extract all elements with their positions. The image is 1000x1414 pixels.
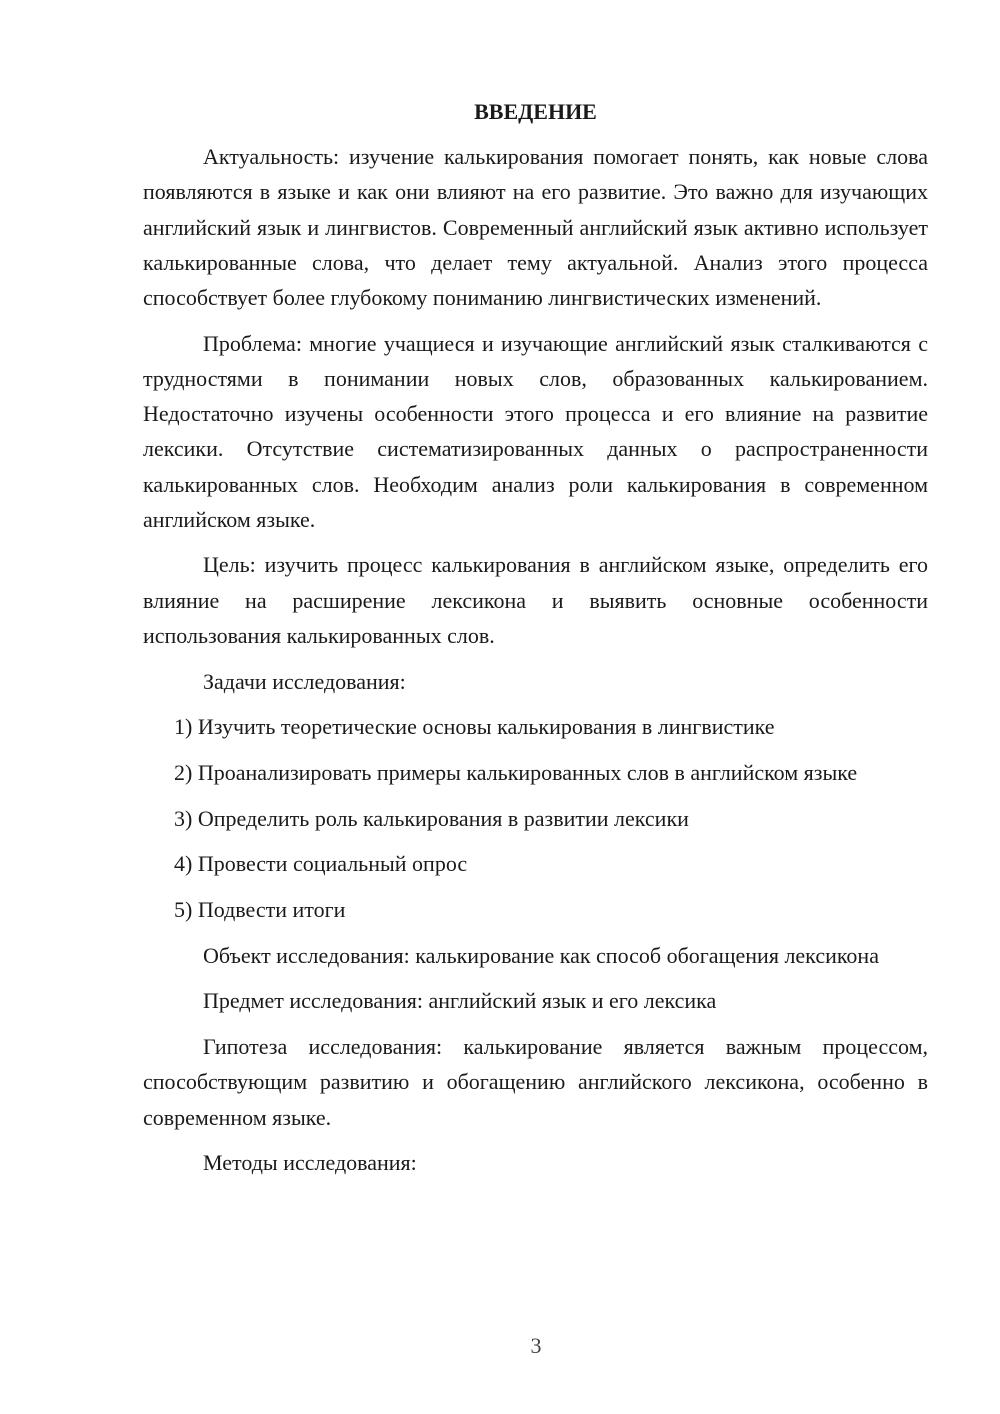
page-number: 3	[530, 1333, 542, 1358]
hypothesis-paragraph: Гипотеза исследования: калькирование является важным процессом, способствующим развитию и обогащению английского лексикона, особенно в современном языке.	[143, 1034, 928, 1130]
object-paragraph: Объект исследования: калькирование как способ обогащения лексикона	[203, 942, 879, 968]
task-item-5: 5) Подвести итоги	[174, 897, 346, 923]
methods-heading: Методы исследования:	[203, 1150, 417, 1176]
tasks-heading: Задачи исследования:	[203, 668, 406, 694]
task-item-1: 1) Изучить теоретические основы калькирования в лингвистике	[174, 714, 775, 740]
problem-paragraph: Проблема: многие учащиеся и изучающие английский язык сталкиваются с трудностями в понимании новых слов, образованных калькированием. Недостаточно изучены особенности этого процесса и его влияние на развитие лексики. Отсутствие систематизированных данных о распространенности калькированных слов. Необходим анализ роли калькирования в современном английском языке.	[143, 330, 928, 532]
task-item-2: 2) Проанализировать примеры калькированных слов в английском языке	[174, 759, 858, 785]
page-title: ВВЕДЕНИЕ	[474, 99, 597, 124]
task-item-4: 4) Провести социальный опрос	[174, 851, 468, 877]
task-item-3: 3) Определить роль калькирования в развитии лексики	[174, 805, 689, 831]
relevance-paragraph: Актуальность: изучение калькирования помогает понять, как новые слова появляются в языке и как они влияют на его развитие. Это важно для изучающих английский язык и лингвистов. Современный английский язык активно использует калькированные слова, что делает тему актуальной. Анализ этого процесса способствует более глубокому пониманию лингвистических изменений.	[143, 144, 928, 311]
document-page	[143, 94, 928, 1191]
goal-paragraph: Цель: изучить процесс калькирования в английском языке, определить его влияние на расширение лексикона и выявить основные особенности использования калькированных слов.	[143, 552, 928, 648]
subject-paragraph: Предмет исследования: английский язык и его лексика	[203, 988, 717, 1014]
